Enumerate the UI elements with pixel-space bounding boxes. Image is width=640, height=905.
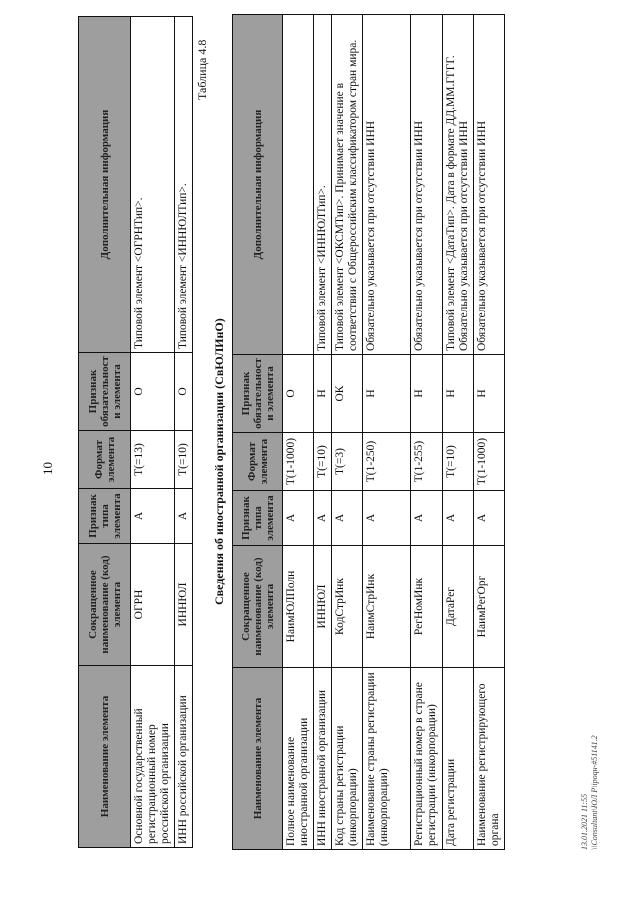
cell-type: А — [443, 491, 474, 546]
cell-name: Основной государственный регистрационный номер российской организации — [131, 666, 175, 848]
cell-name: ИНН иностранной организации — [314, 668, 332, 850]
table-row — [443, 15, 474, 850]
cell-info: Обязательно указывается при отсутствии ИНН — [474, 15, 505, 355]
cell-name: Наименование страны регистрации (инкорпорации) — [363, 668, 411, 850]
table-row — [314, 15, 332, 850]
cell-format: T(=10) — [443, 433, 474, 491]
cell-code: НаимСтрИнк — [363, 546, 411, 668]
cell-required: Н — [474, 355, 505, 433]
table-row — [363, 15, 411, 850]
footer-line: 13.01.2021 11:55 — [580, 793, 589, 850]
cell-info: Типовой элемент <ДатаТип>. Дата в формате ДД.ММ.ГГГГ. Обязательно указывается при отсутствии ИНН — [443, 15, 474, 355]
table-row — [131, 17, 175, 848]
cell-code: ДатаРег — [443, 546, 474, 668]
cell-info: Типовой элемент <ОГРНТип>. — [131, 17, 175, 353]
header-cell: Признак обязательности элемента — [233, 355, 283, 433]
table-header-row — [79, 17, 131, 848]
footer-line: \\Consultant\ЮЛ Р\ipoqн-#51141.2 — [590, 735, 599, 850]
cell-format: T(=10) — [175, 431, 193, 489]
header-cell: Наименование элемента — [233, 668, 283, 850]
cell-format: T(1-1000) — [474, 433, 505, 491]
cell-required: О — [131, 353, 175, 431]
cell-code: ОГРН — [131, 544, 175, 666]
cell-type: А — [411, 491, 443, 546]
footer-stamp — [580, 735, 600, 850]
cell-code: ИННЮЛ — [314, 546, 332, 668]
cell-info: Типовой элемент <ОКСМТип>. Принимает значение в соответствии с Общероссийским классификатором стран мира. — [332, 15, 363, 355]
cell-type: А — [314, 491, 332, 546]
cell-info: Обязательно указывается при отсутствии ИНН — [363, 15, 411, 355]
header-cell: Дополнительная информация — [233, 15, 283, 355]
table-row — [175, 17, 193, 848]
cell-code: НаимРегОрг — [474, 546, 505, 668]
table-number: Таблица 4.8 — [195, 39, 209, 100]
cell-code: НаимЮЛПолн — [283, 546, 314, 668]
cell-format: T(1-255) — [411, 433, 443, 491]
cell-format: T(=10) — [314, 433, 332, 491]
cell-code: КодСтрИнк — [332, 546, 363, 668]
cell-name: Полное наименование иностранной организации — [283, 668, 314, 850]
cell-code: ИННЮЛ — [175, 544, 193, 666]
cell-type: А — [283, 491, 314, 546]
cell-code: РегНомИнк — [411, 546, 443, 668]
page-number: 10 — [40, 462, 55, 475]
cell-type: А — [363, 491, 411, 546]
cell-required: ОК — [332, 355, 363, 433]
cell-format: T(1-1000) — [283, 433, 314, 491]
cell-type: А — [131, 489, 175, 544]
header-cell: Сокращенное наименование (код) элемента — [233, 546, 283, 668]
cell-type: А — [474, 491, 505, 546]
cell-required: Н — [314, 355, 332, 433]
header-cell: Сокращенное наименование (код) элемента — [79, 544, 131, 666]
table-foreign-org — [232, 14, 505, 850]
cell-name: Код страны регистрации (инкорпорации) — [332, 668, 363, 850]
header-cell: Формат элемента — [233, 433, 283, 491]
cell-required: Н — [443, 355, 474, 433]
cell-info: Обязательно указывается при отсутствии ИНН — [411, 15, 443, 355]
table-row — [283, 15, 314, 850]
header-cell: Признак обязательности элемента — [79, 353, 131, 431]
header-cell: Дополнительная информация — [79, 17, 131, 353]
table-header-row — [233, 15, 283, 850]
header-cell: Признак типа элемента — [233, 491, 283, 546]
table-org-codes — [78, 16, 193, 848]
cell-name: ИНН российской организации — [175, 666, 193, 848]
header-cell: Наименование элемента — [79, 666, 131, 848]
cell-type: А — [175, 489, 193, 544]
table-row — [474, 15, 505, 850]
table-caption: Сведения об иностранной организации (СвЮЛИнО) — [212, 318, 226, 605]
table-row — [411, 15, 443, 850]
cell-format: T(=3) — [332, 433, 363, 491]
cell-required: Н — [411, 355, 443, 433]
cell-name: Регистрационный номер в стране регистрации (инкорпорации) — [411, 668, 443, 850]
header-cell: Признак типа элемента — [79, 489, 131, 544]
cell-name: Дата регистрации — [443, 668, 474, 850]
cell-required: Н — [363, 355, 411, 433]
cell-info: Типовой элемент <ИННЮЛТип>. — [314, 15, 332, 355]
cell-format: T(1-250) — [363, 433, 411, 491]
cell-required: О — [175, 353, 193, 431]
cell-info — [283, 15, 314, 355]
cell-required: О — [283, 355, 314, 433]
cell-info: Типовой элемент <ИННЮЛТип>. — [175, 17, 193, 353]
cell-name: Наименование регистрирующего органа — [474, 668, 505, 850]
header-cell: Формат элемента — [79, 431, 131, 489]
table-row — [332, 15, 363, 850]
cell-format: T(=13) — [131, 431, 175, 489]
cell-type: А — [332, 491, 363, 546]
